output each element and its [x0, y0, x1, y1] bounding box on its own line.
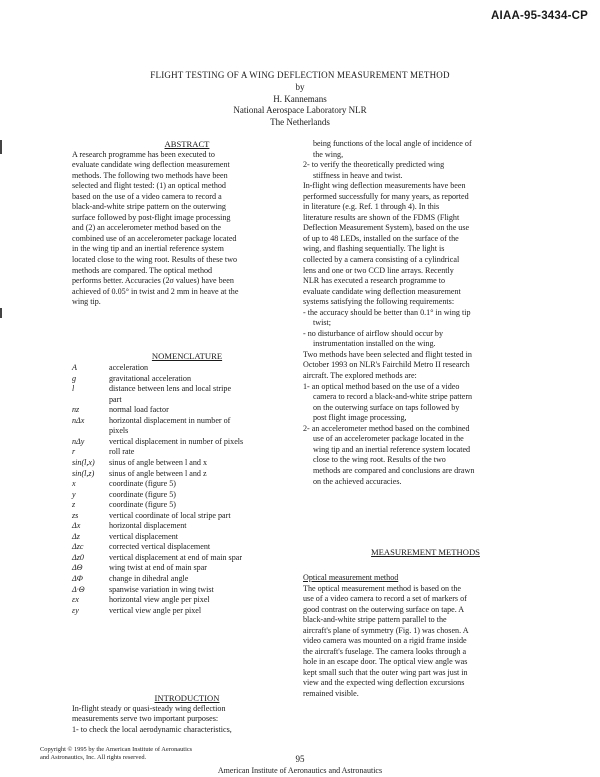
- definition-line: vertical displacement: [109, 531, 178, 541]
- text-line: in the wing tip and an inertial reference system: [72, 244, 224, 254]
- text-line: achieved of 0.05° in twist and 2 mm in heave at the: [72, 286, 239, 296]
- definition-line: pixels: [109, 426, 129, 436]
- introduction-section: [72, 693, 302, 735]
- nomenclature-symbol: Δx: [72, 521, 81, 531]
- abstract-section: [72, 139, 302, 308]
- right-column-top: [303, 139, 548, 487]
- text-line: methods are compared and conclusions are drawn: [313, 465, 475, 475]
- definition-line: horizontal displacement: [109, 521, 187, 531]
- optical-body: [303, 584, 548, 700]
- text-line: October 1993 on NLR's Fairchild Metro II research: [303, 360, 470, 370]
- nomenclature-definition: [109, 416, 324, 437]
- optical-subheading: Optical measurement method: [303, 573, 399, 582]
- text-line: the wing,: [313, 149, 344, 159]
- introduction-heading: INTRODUCTION: [154, 693, 220, 703]
- nomenclature-definition: [109, 437, 324, 448]
- margin-mark: [0, 140, 2, 154]
- nomenclature-symbol: A: [72, 363, 77, 372]
- nomenclature-symbol: zs: [72, 510, 79, 520]
- text-line: twist;: [313, 318, 331, 328]
- text-line: in literature (e.g. Ref. 1 through 4). In this: [303, 202, 440, 212]
- copyright-line-1: Copyright © 1995 by the American Institute of Aeronautics: [40, 746, 193, 753]
- text-line: on the outerwing surface on taps followed by: [313, 402, 460, 412]
- definition-line: horizontal view angle per pixel: [109, 595, 210, 605]
- margin-mark: [0, 308, 2, 318]
- text-line: lens and one or two CCD line arrays. Recently: [303, 265, 454, 275]
- nomenclature-symbol: Δzc: [72, 542, 84, 552]
- nomenclature-definition: [109, 585, 324, 596]
- definition-line: horizontal displacement in number of: [109, 415, 231, 425]
- text-line: 2- to verify the theoretically predicted wing: [303, 160, 445, 170]
- definition-line: vertical view angle per pixel: [109, 605, 202, 615]
- nomenclature-definition: [109, 511, 324, 522]
- text-line: In-flight steady or quasi-steady wing deflection: [72, 703, 226, 713]
- nomenclature-symbol: nΔx: [72, 415, 85, 425]
- definition-line: gravitational acceleration: [109, 373, 192, 383]
- definition-line: roll rate: [109, 447, 135, 457]
- definition-line: acceleration: [109, 363, 149, 372]
- definition-line: sinus of angle between l and x: [109, 457, 207, 467]
- text-line: NLR has executed a research programme to: [303, 276, 446, 286]
- definition-line: normal load factor: [109, 405, 169, 415]
- definition-line: part: [109, 394, 122, 404]
- text-line: evaluate candidate wing deflection measurement: [303, 286, 461, 296]
- text-line: kept small such that the outer wing part was just in: [303, 667, 468, 677]
- nomenclature-symbol: x: [72, 479, 76, 489]
- text-line: instrumentation installed on the wing.: [313, 339, 436, 349]
- nomenclature-symbol: y: [72, 489, 76, 499]
- text-line: Two methods have been selected and flight tested in: [303, 349, 472, 359]
- nomenclature-symbol: nΔy: [72, 436, 85, 446]
- paper-title: FLIGHT TESTING OF A WING DEFLECTION MEASUREMENT METHOD: [150, 70, 450, 80]
- affiliation: National Aerospace Laboratory NLR: [233, 105, 367, 115]
- definition-line: wing twist at end of main spar: [109, 563, 208, 573]
- nomenclature-definition: [109, 532, 324, 543]
- optical-section: [303, 573, 548, 700]
- text-line: view and the expected wing deflection excursions: [303, 678, 465, 688]
- nomenclature-definition: [109, 374, 324, 385]
- text-line: methods. The following two methods have been: [72, 170, 228, 180]
- text-line: 1- to check the local aerodynamic characteristics,: [72, 724, 232, 734]
- nomenclature-symbol: sin(l,x): [72, 457, 95, 467]
- text-line: wing tip.: [72, 297, 101, 307]
- text-line: remained visible.: [303, 689, 359, 699]
- text-line: selected and flight tested: (1) an optical method: [72, 181, 226, 191]
- definition-line: corrected vertical displacement: [109, 542, 211, 552]
- text-line: stiffness in heave and twist.: [313, 170, 403, 180]
- text-line: - the accuracy should be better than 0.1° in wing tip: [303, 307, 471, 317]
- text-line: good contrast on the outerwing surface on tape. A: [303, 604, 465, 614]
- by-line: by: [295, 82, 305, 92]
- copyright-line-2: and Astronautics, Inc. All rights reserved.: [40, 753, 147, 761]
- nomenclature-definition: [109, 542, 324, 553]
- definition-line: vertical displacement in number of pixels: [109, 436, 244, 446]
- text-line: black-and-white stripe pattern parallel to the: [303, 615, 447, 625]
- author: H. Kannemans: [273, 94, 327, 104]
- nomenclature-symbol: εx: [72, 595, 79, 605]
- introduction-body: [72, 704, 302, 736]
- nomenclature-symbol: z: [72, 500, 76, 510]
- text-line: use of an accelerometer package located in the: [313, 434, 464, 444]
- society-name: American Institute of Aeronautics and Astronautics: [217, 766, 383, 775]
- text-line: use of a video camera to record a set of markers of: [303, 594, 467, 604]
- nomenclature-definition: [109, 500, 324, 511]
- nomenclature-definition: [109, 405, 324, 416]
- measurement-heading: MEASUREMENT METHODS: [371, 547, 480, 557]
- text-line: methods are compared. The optical method: [72, 265, 213, 275]
- nomenclature-definition: [109, 521, 324, 532]
- text-line: collected by a camera consisting of a cylindrical: [303, 255, 460, 265]
- page-number: 95: [295, 754, 305, 764]
- nomenclature-symbol: εy: [72, 605, 79, 615]
- nomenclature-definition: [109, 606, 324, 617]
- nomenclature-symbol: ΔΘ: [72, 563, 83, 573]
- text-line: of up to 48 LEDs, installed on the surface of the: [303, 233, 459, 243]
- text-line: on the achieved accuracies.: [313, 476, 402, 486]
- nomenclature-section: [72, 351, 302, 362]
- text-line: performs better. Accuracies (2σ values) have been: [72, 276, 234, 286]
- text-line: close to the wing root. Results of the two: [313, 455, 446, 465]
- text-line: being functions of the local angle of incidence of: [313, 139, 472, 148]
- text-line: hole in an escape door. The optical view angle was: [303, 657, 468, 667]
- right-column-body: [303, 139, 548, 487]
- nomenclature-symbol: g: [72, 373, 77, 383]
- nomenclature-definition: [109, 479, 324, 490]
- nomenclature-heading: NOMENCLATURE: [151, 351, 223, 361]
- text-line: wing, and flashing sequentially. The light is: [303, 244, 445, 254]
- definition-line: change in dihedral angle: [109, 574, 189, 583]
- definition-line: spanwise variation in wing twist: [109, 584, 214, 594]
- nomenclature-symbol: nz: [72, 405, 80, 415]
- abstract-body: [72, 150, 302, 308]
- nomenclature-symbol: Δ·Θ: [72, 584, 85, 594]
- text-line: post flight image processing,: [313, 413, 407, 423]
- definition-line: vertical displacement at end of main spar: [109, 552, 243, 562]
- text-line: performed successfully for many years, as reported: [303, 191, 469, 201]
- nomenclature-definition: [109, 595, 324, 606]
- definition-line: vertical coordinate of local stripe part: [109, 510, 231, 520]
- text-line: the aircraft's fuselage. The camera looks through a: [303, 646, 467, 656]
- text-line: black-and-white stripe pattern on the outerwing: [72, 202, 226, 212]
- nomenclature-symbol: ΔΦ: [72, 574, 83, 583]
- text-line: aircraft. The explored methods are:: [303, 371, 417, 381]
- text-line: located close to the wing root. Results of these two: [72, 255, 237, 265]
- text-line: measurements serve two important purposes:: [72, 714, 219, 724]
- nomenclature-definition: [109, 384, 324, 405]
- nomenclature-definition: [109, 574, 324, 585]
- text-line: evaluate candidate wing deflection measurement: [72, 160, 230, 170]
- text-line: 1- an optical method based on the use of a video: [303, 381, 460, 391]
- text-line: systems satisfying the following requirements:: [303, 297, 455, 307]
- definition-line: coordinate (figure 5): [109, 479, 176, 489]
- text-line: Deflection Measurement System), based on the use: [303, 223, 470, 233]
- text-line: literature results are shown of the FDMS (Flight: [303, 212, 460, 222]
- nomenclature-symbol: l: [72, 384, 75, 394]
- definition-line: distance between lens and local stripe: [109, 384, 232, 394]
- definition-line: coordinate (figure 5): [109, 500, 176, 510]
- nomenclature-definition: [109, 563, 324, 574]
- nomenclature-definition: [109, 553, 324, 564]
- nomenclature-definition: [109, 490, 324, 501]
- nomenclature-symbol: r: [72, 447, 76, 457]
- nomenclature-definition: [109, 447, 324, 458]
- nomenclature-definition: [109, 363, 324, 374]
- text-line: based on the use of a video camera to record a: [72, 191, 222, 201]
- text-line: combined use of an accelerometer package located: [72, 233, 237, 243]
- text-line: wing tip and an inertial reference system located: [313, 444, 471, 454]
- abstract-heading: ABSTRACT: [164, 139, 210, 149]
- definition-line: sinus of angle between l and z: [109, 468, 207, 478]
- text-line: - no disturbance of airflow should occur by: [303, 328, 444, 338]
- measurement-section: [303, 547, 548, 558]
- nomenclature-symbol: Δz: [72, 531, 80, 541]
- text-line: camera to record a black-and-white stripe pattern: [313, 392, 473, 402]
- text-line: The optical measurement method is based on the: [303, 583, 462, 593]
- definition-line: coordinate (figure 5): [109, 489, 176, 499]
- text-line: surface followed by post-flight image processing: [72, 212, 231, 222]
- text-line: A research programme has been executed to: [72, 149, 215, 159]
- nomenclature-definition: [109, 469, 324, 480]
- paper-id: AIAA-95-3434-CP: [491, 10, 588, 22]
- country: The Netherlands: [270, 117, 330, 127]
- nomenclature-definition: [109, 458, 324, 469]
- nomenclature-symbol: sin(l,z): [72, 468, 95, 478]
- text-line: 2- an accelerometer method based on the combined: [303, 423, 470, 433]
- text-line: and (2) an accelerometer method based on the: [72, 223, 221, 233]
- nomenclature-symbol: Δz0: [72, 552, 84, 562]
- text-line: aircraft's plane of symmetry (Fig. 1) was chosen. A: [303, 625, 469, 635]
- text-line: In-flight wing deflection measurements have been: [303, 181, 466, 191]
- nomenclature-list: [72, 363, 322, 683]
- text-line: video camera was mounted on a rigid frame inside: [303, 636, 467, 646]
